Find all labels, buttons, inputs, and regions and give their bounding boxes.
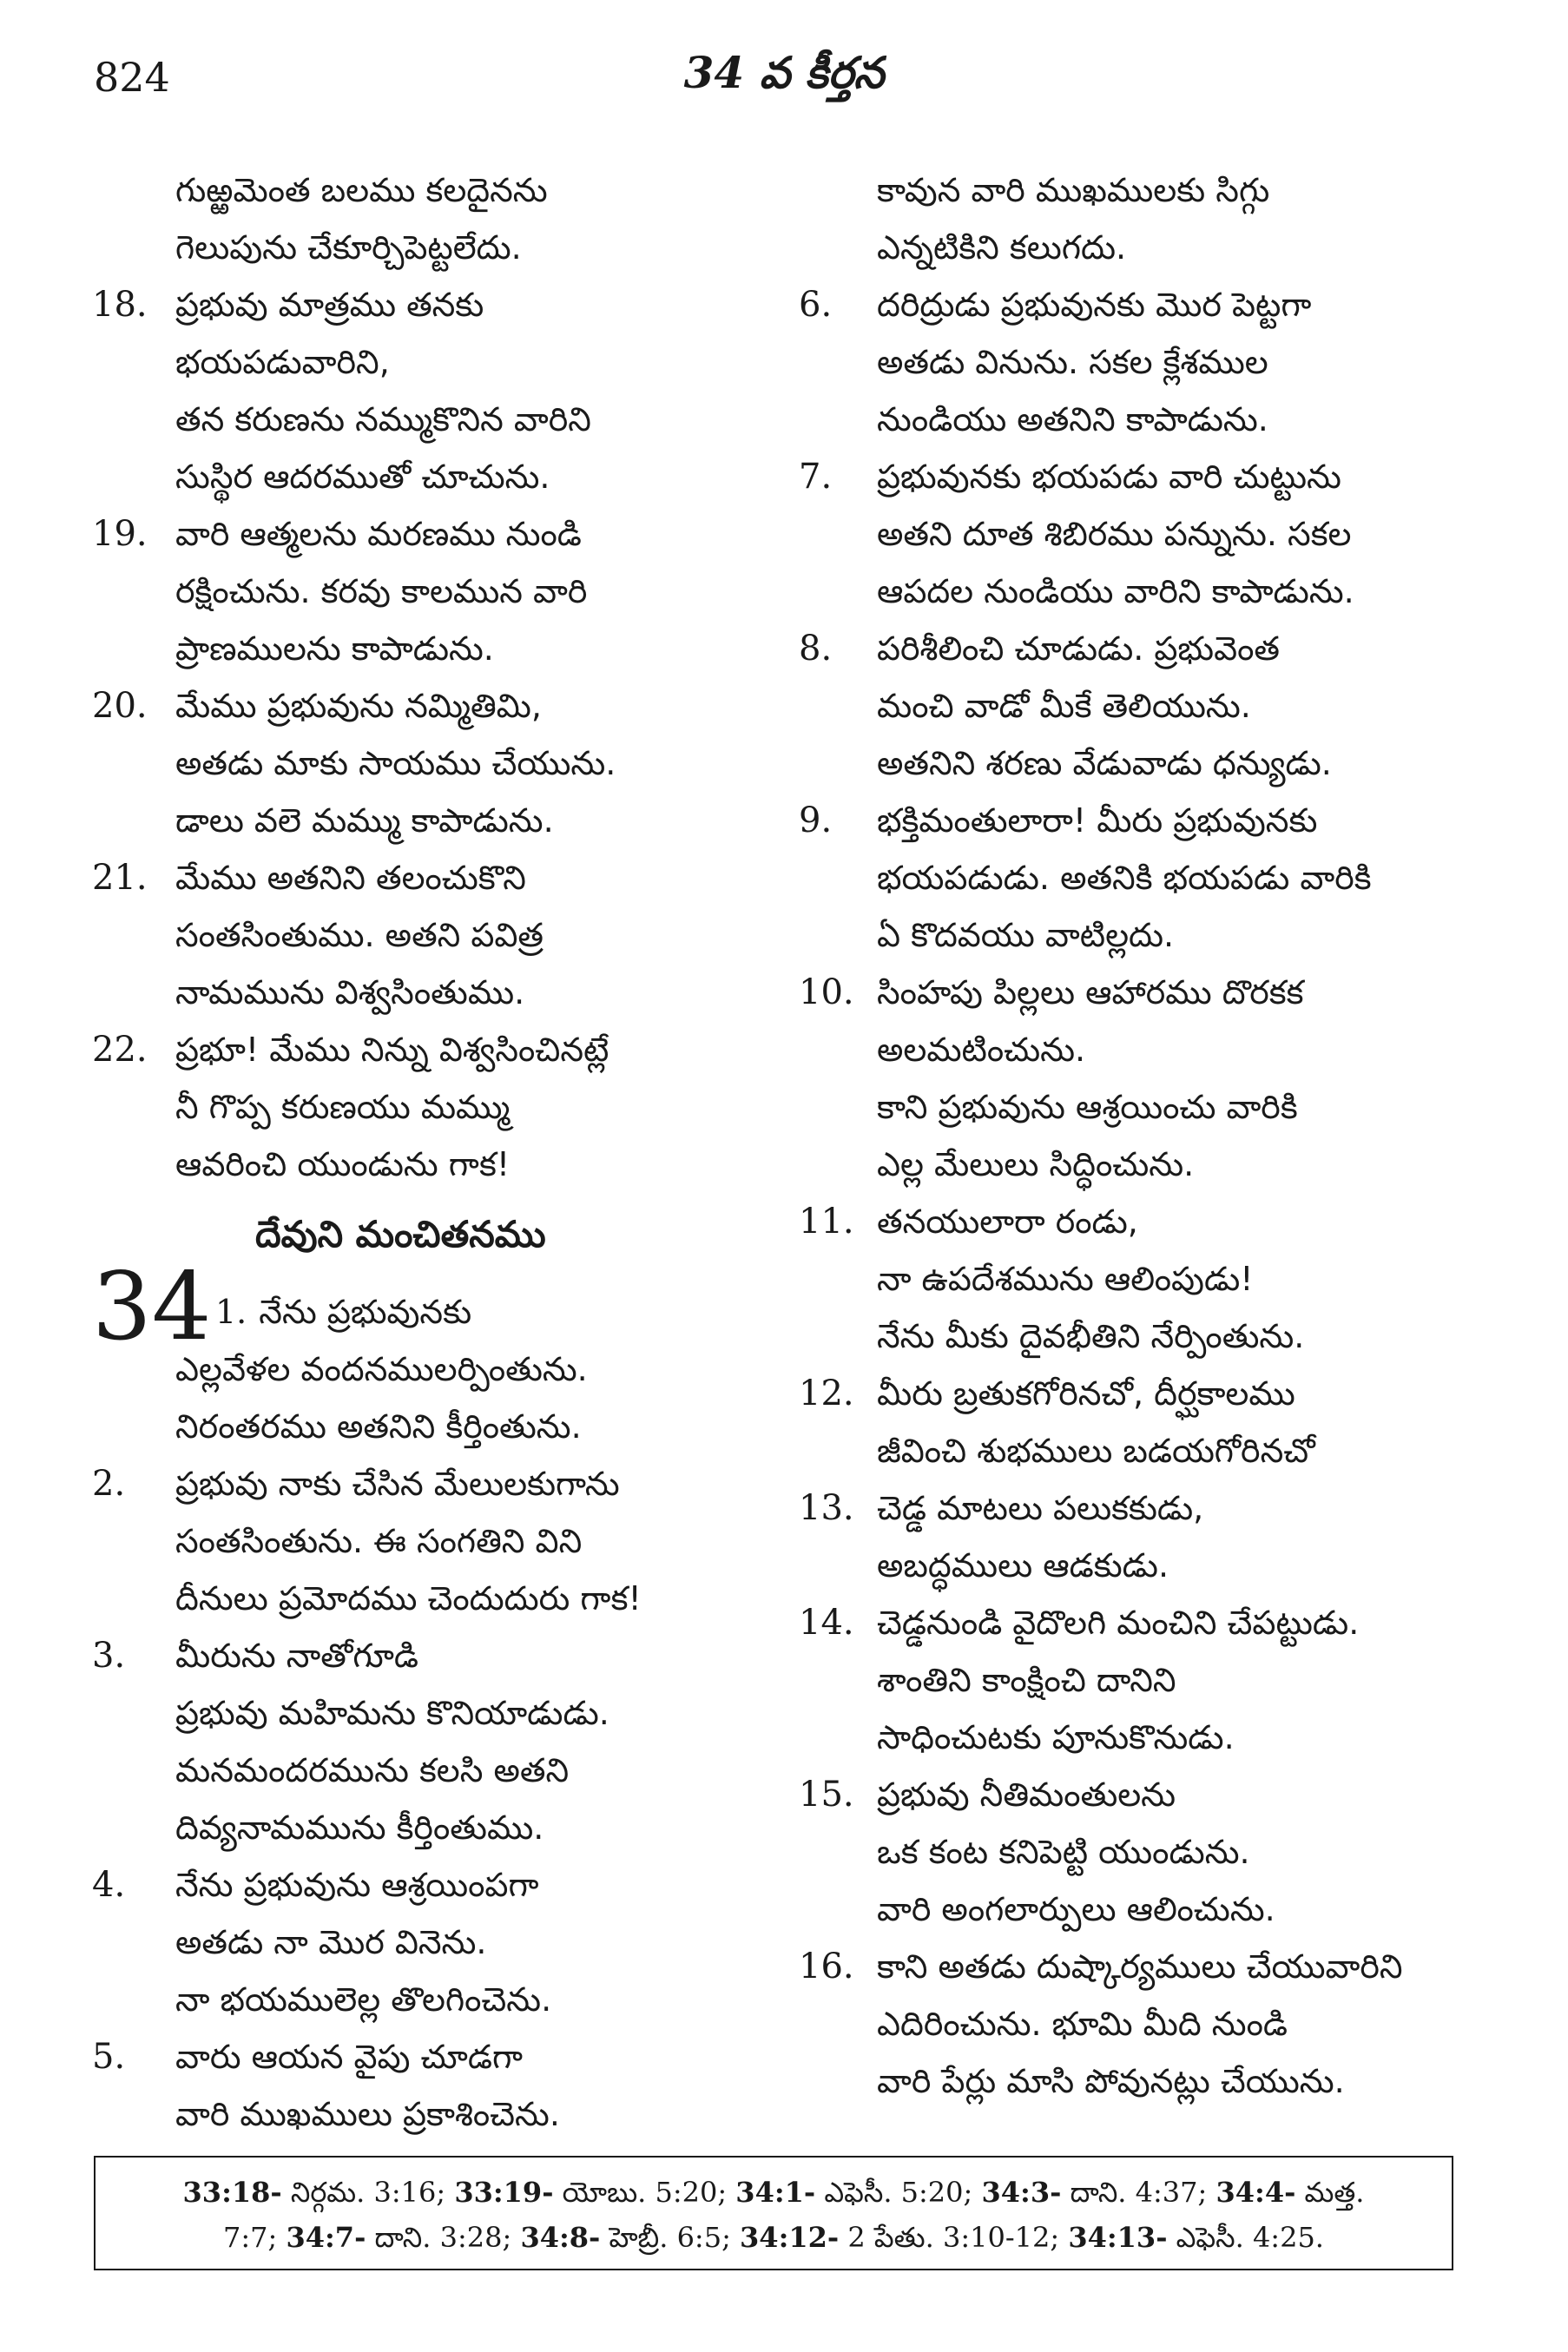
verse-line: మీరును నాతోగూడి <box>175 1637 419 1675</box>
verse-number: 20. <box>92 686 148 726</box>
verse-line: అతని దూత శిబిరము పన్నును. సకల <box>877 515 1352 553</box>
verse-line: దరిద్రుడు ప్రభువునకు మొర పెట్టగా <box>877 286 1312 324</box>
verse-line: భయపడుడు. అతనికి భయపడు వారికి <box>877 859 1372 897</box>
reference-label: 33:19- <box>454 2176 554 2209</box>
verse-line: ప్రభూ! మేము నిన్ను విశ్వసించినట్లే <box>175 1031 609 1069</box>
verse-number: 8. <box>799 629 833 669</box>
verse-line: నీ గొప్ప కరుణయు మమ్ము <box>175 1088 511 1126</box>
reference-text: దాని. 3:28; <box>366 2221 521 2254</box>
verse-line: డాలు వలె మమ్ము కాపాడును. <box>175 801 554 840</box>
verse-line: అతనిని శరణు వేడువాడు ధన్యుడు. <box>877 744 1332 782</box>
verse-line: ఎల్ల మేలులు సిద్ధించును. <box>877 1145 1195 1183</box>
verse-line: సింహపు పిల్లలు ఆహారము దొరకక <box>877 973 1304 1011</box>
verse-text: నేను ప్రభువునకు <box>259 1293 472 1331</box>
verse-line: తన కరుణను నమ్ముకొనిన వారిని <box>175 400 591 438</box>
verse <box>799 448 1476 620</box>
reference-label: 34:7- <box>286 2221 366 2254</box>
verse-number: 16. <box>799 1947 854 1986</box>
verse <box>799 792 1476 964</box>
verse <box>799 1766 1476 1938</box>
verse-line: ఎల్లవేళల వందనములర్పింతును. <box>175 1350 588 1388</box>
verse-line: వారి పేర్లు మాసి పోవునట్లు చేయును. <box>877 2062 1345 2100</box>
verse-line: ప్రభువు నాకు చేసిన మేలులకుగాను <box>175 1465 620 1503</box>
verse <box>799 1365 1476 1479</box>
verse-line: చెడ్డనుండి వైదొలగి మంచిని చేపట్టుడు. <box>877 1604 1360 1642</box>
verse-line: ఆవరించి యుండును గాక! <box>175 1145 511 1183</box>
verse-line: నామమును విశ్వసింతుము. <box>175 973 525 1011</box>
verse-line: వారి అంగలార్పులు ఆలించును. <box>877 1890 1275 1928</box>
verse <box>92 1021 787 1193</box>
verse-number: 11. <box>799 1202 854 1242</box>
verse <box>799 276 1476 448</box>
verse-line: మేము అతనిని తలంచుకొని <box>175 859 526 897</box>
verse-number: 3. <box>92 1636 126 1676</box>
reference-text: దాని. 4:37; <box>1061 2176 1216 2209</box>
reference-text: మత్త. <box>1295 2176 1365 2209</box>
verse-line: తనయులారా రండు, <box>877 1202 1138 1241</box>
verse-number: 12. <box>799 1374 854 1413</box>
reference-text: నిర్గమ. 3:16; <box>281 2176 455 2209</box>
verse-line: శాంతిని కాంక్షించి దానిని <box>877 1661 1176 1699</box>
reference-text: హెబ్రీ. 6:5; <box>600 2221 741 2254</box>
verse-line: నేను ప్రభువును ఆశ్రయింపగా <box>175 1866 539 1904</box>
footnote-line <box>113 2215 1434 2260</box>
verse-line: కాని ప్రభువును ఆశ్రయించు వారికి <box>877 1088 1298 1126</box>
verse <box>799 1479 1476 1594</box>
reference-text: 2 పేతు. 3:10-12; <box>839 2221 1069 2254</box>
verse-line: మనమందరమును కలసి అతని <box>175 1751 570 1789</box>
verse-line: జీవించి శుభములు బడయగోరినచో <box>877 1432 1315 1470</box>
verse-line: భయపడువారిని, <box>175 343 390 381</box>
verse-line: రక్షించును. కరవు కాలమున వారి <box>175 572 588 610</box>
verse-line: ప్రభువు మాత్రము తనకు <box>175 286 484 324</box>
verse-number: 1. <box>215 1293 247 1331</box>
reference-label: 34:4- <box>1216 2176 1296 2209</box>
verse-line: ఏ కొదవయు వాటిల్లదు. <box>877 916 1175 954</box>
verse-line: అతడు నా మొర వినెను. <box>175 1923 487 1961</box>
verse <box>92 1627 787 1856</box>
verse-continuation <box>92 161 787 276</box>
verse-line: ప్రభువు మహిమను కొనియాడుడు. <box>175 1694 609 1732</box>
verse-number: 4. <box>92 1865 126 1905</box>
verse <box>92 1455 787 1627</box>
verse-line: భక్తిమంతులారా! మీరు ప్రభువునకు <box>877 801 1318 840</box>
verse-line: పరిశీలించి చూడుడు. ప్రభువెంత <box>877 629 1280 668</box>
verse-number: 14. <box>799 1603 854 1643</box>
verse-line: ప్రాణములను కాపాడును. <box>175 629 494 668</box>
running-title: 34 వ కీర్తన <box>683 47 885 98</box>
reference-text: ఎఫెసీ. 4:25. <box>1167 2221 1324 2254</box>
verse-number: 7. <box>799 457 833 497</box>
verse-line: దివ్యనామమును కీర్తింతుము. <box>175 1808 544 1847</box>
verse-line: దీనులు ప్రమోదము చెందుదురు గాక! <box>175 1579 642 1617</box>
psalm-number: 34 <box>92 1253 212 1361</box>
verse-number: 5. <box>92 2037 126 2077</box>
verse-line: మంచి వాడో మీకే తెలియును. <box>877 687 1251 725</box>
verse <box>799 620 1476 792</box>
verse-number: 6. <box>799 285 833 325</box>
verse-line: వారు ఆయన వైపు చూడగా <box>175 2038 523 2076</box>
verse <box>92 505 787 677</box>
reference-label: 34:1- <box>735 2176 816 2209</box>
verse <box>92 849 787 1021</box>
verse-line: నేను మీకు దైవభీతిని నేర్పింతును. <box>877 1317 1305 1355</box>
verse-number: 13. <box>799 1488 854 1528</box>
verse-line: నా భయములెల్ల తొలగించెను. <box>175 1980 552 2019</box>
verse <box>92 1856 787 2028</box>
verse-number: 22. <box>92 1030 148 1070</box>
verse <box>799 964 1476 1193</box>
verse <box>799 1193 1476 1365</box>
verse-number: 10. <box>799 972 854 1012</box>
footnote-line <box>113 2170 1434 2215</box>
left-column <box>92 161 787 2143</box>
reference-label: 34:3- <box>981 2176 1062 2209</box>
verse-number: 21. <box>92 858 148 898</box>
reference-text: 7:7; <box>223 2221 287 2254</box>
verse-line: అలమటించును. <box>877 1031 1086 1069</box>
page-number: 824 <box>94 54 170 101</box>
verse-line: అబద్ధములు ఆడకుడు. <box>877 1546 1169 1584</box>
reference-text: ఎఫెసీ. 5:20; <box>815 2176 982 2209</box>
verse-line: మీరు బ్రతుకగోరినచో, దీర్ఘకాలము <box>877 1374 1295 1413</box>
verse-line: ప్రభువునకు భయపడు వారి చుట్టును <box>877 458 1341 496</box>
reference-text: యోబు. 5:20; <box>553 2176 736 2209</box>
verse-line: వారి ఆత్మలను మరణము నుండి <box>175 515 582 553</box>
verse-number: 15. <box>799 1775 854 1815</box>
verse <box>92 677 787 849</box>
verse-line: అతడు మాకు సాయము చేయును. <box>175 744 616 782</box>
verse <box>799 1938 1476 2110</box>
verse-line: సంతసింతును. ఈ సంగతిని విని <box>175 1522 583 1560</box>
verse-line: సంతసింతుము. అతని పవిత్ర <box>175 916 544 954</box>
verse-line: గెలుపును చేకూర్చిపెట్టలేదు. <box>175 228 522 267</box>
verse-line: కాని అతడు దుష్కార్యములు చేయువారిని <box>877 1947 1403 1986</box>
reference-label: 34:8- <box>520 2221 601 2254</box>
verse <box>799 1594 1476 1766</box>
verse-line: సాధించుటకు పూనుకొనుడు. <box>877 1718 1235 1756</box>
verse-line: నుండియు అతనిని కాపాడును. <box>877 400 1268 438</box>
verse <box>92 2028 787 2143</box>
verse-line: ఎన్నటికిని కలుగదు. <box>877 228 1127 267</box>
cross-reference-footnote <box>94 2156 1453 2270</box>
verse-line: ఎదిరించును. భూమి మీది నుండి <box>877 2005 1288 2043</box>
verse-line: ప్రభువు నీతిమంతులను <box>877 1776 1176 1814</box>
verse-line: సుస్థిర ఆదరముతో చూచును. <box>175 458 550 496</box>
verse-continuation <box>799 161 1476 276</box>
right-column <box>799 161 1476 2110</box>
verse-line: గుఱ్ఱమెంత బలము కలదైనను <box>175 171 548 209</box>
verse-number: 18. <box>92 285 148 325</box>
verse-number: 2. <box>92 1464 126 1504</box>
reference-label: 34:12- <box>740 2221 840 2254</box>
reference-label: 34:13- <box>1068 2221 1168 2254</box>
verse-line: నిరంతరము అతనిని కీర్తింతును. <box>175 1407 582 1446</box>
verse-line: కావున వారి ముఖములకు సిగ్గు <box>877 171 1270 209</box>
psalm-start <box>92 1253 787 1455</box>
verse <box>92 276 787 505</box>
section-heading: దేవుని మంచితనము <box>255 1213 546 1255</box>
verse-line: చెడ్డ మాటలు పలుకకుడు, <box>877 1489 1204 1527</box>
reference-label: 33:18- <box>182 2176 282 2209</box>
verse-number: 9. <box>799 800 833 840</box>
verse-line: మేము ప్రభువును నమ్మితిమి, <box>175 687 542 725</box>
verse-line: వారి ముఖములు ప్రకాశించెను. <box>175 2095 560 2133</box>
verse-number: 19. <box>92 514 148 554</box>
verse-line: అతడు వినును. సకల క్లేశముల <box>877 343 1268 381</box>
verse-line: నా ఉపదేశమును ఆలింపుడు! <box>877 1260 1254 1298</box>
verse-line: ఆపదల నుండియు వారిని కాపాడును. <box>877 572 1354 610</box>
verse-line: ఒక కంట కనిపెట్టి యుండును. <box>877 1833 1250 1871</box>
